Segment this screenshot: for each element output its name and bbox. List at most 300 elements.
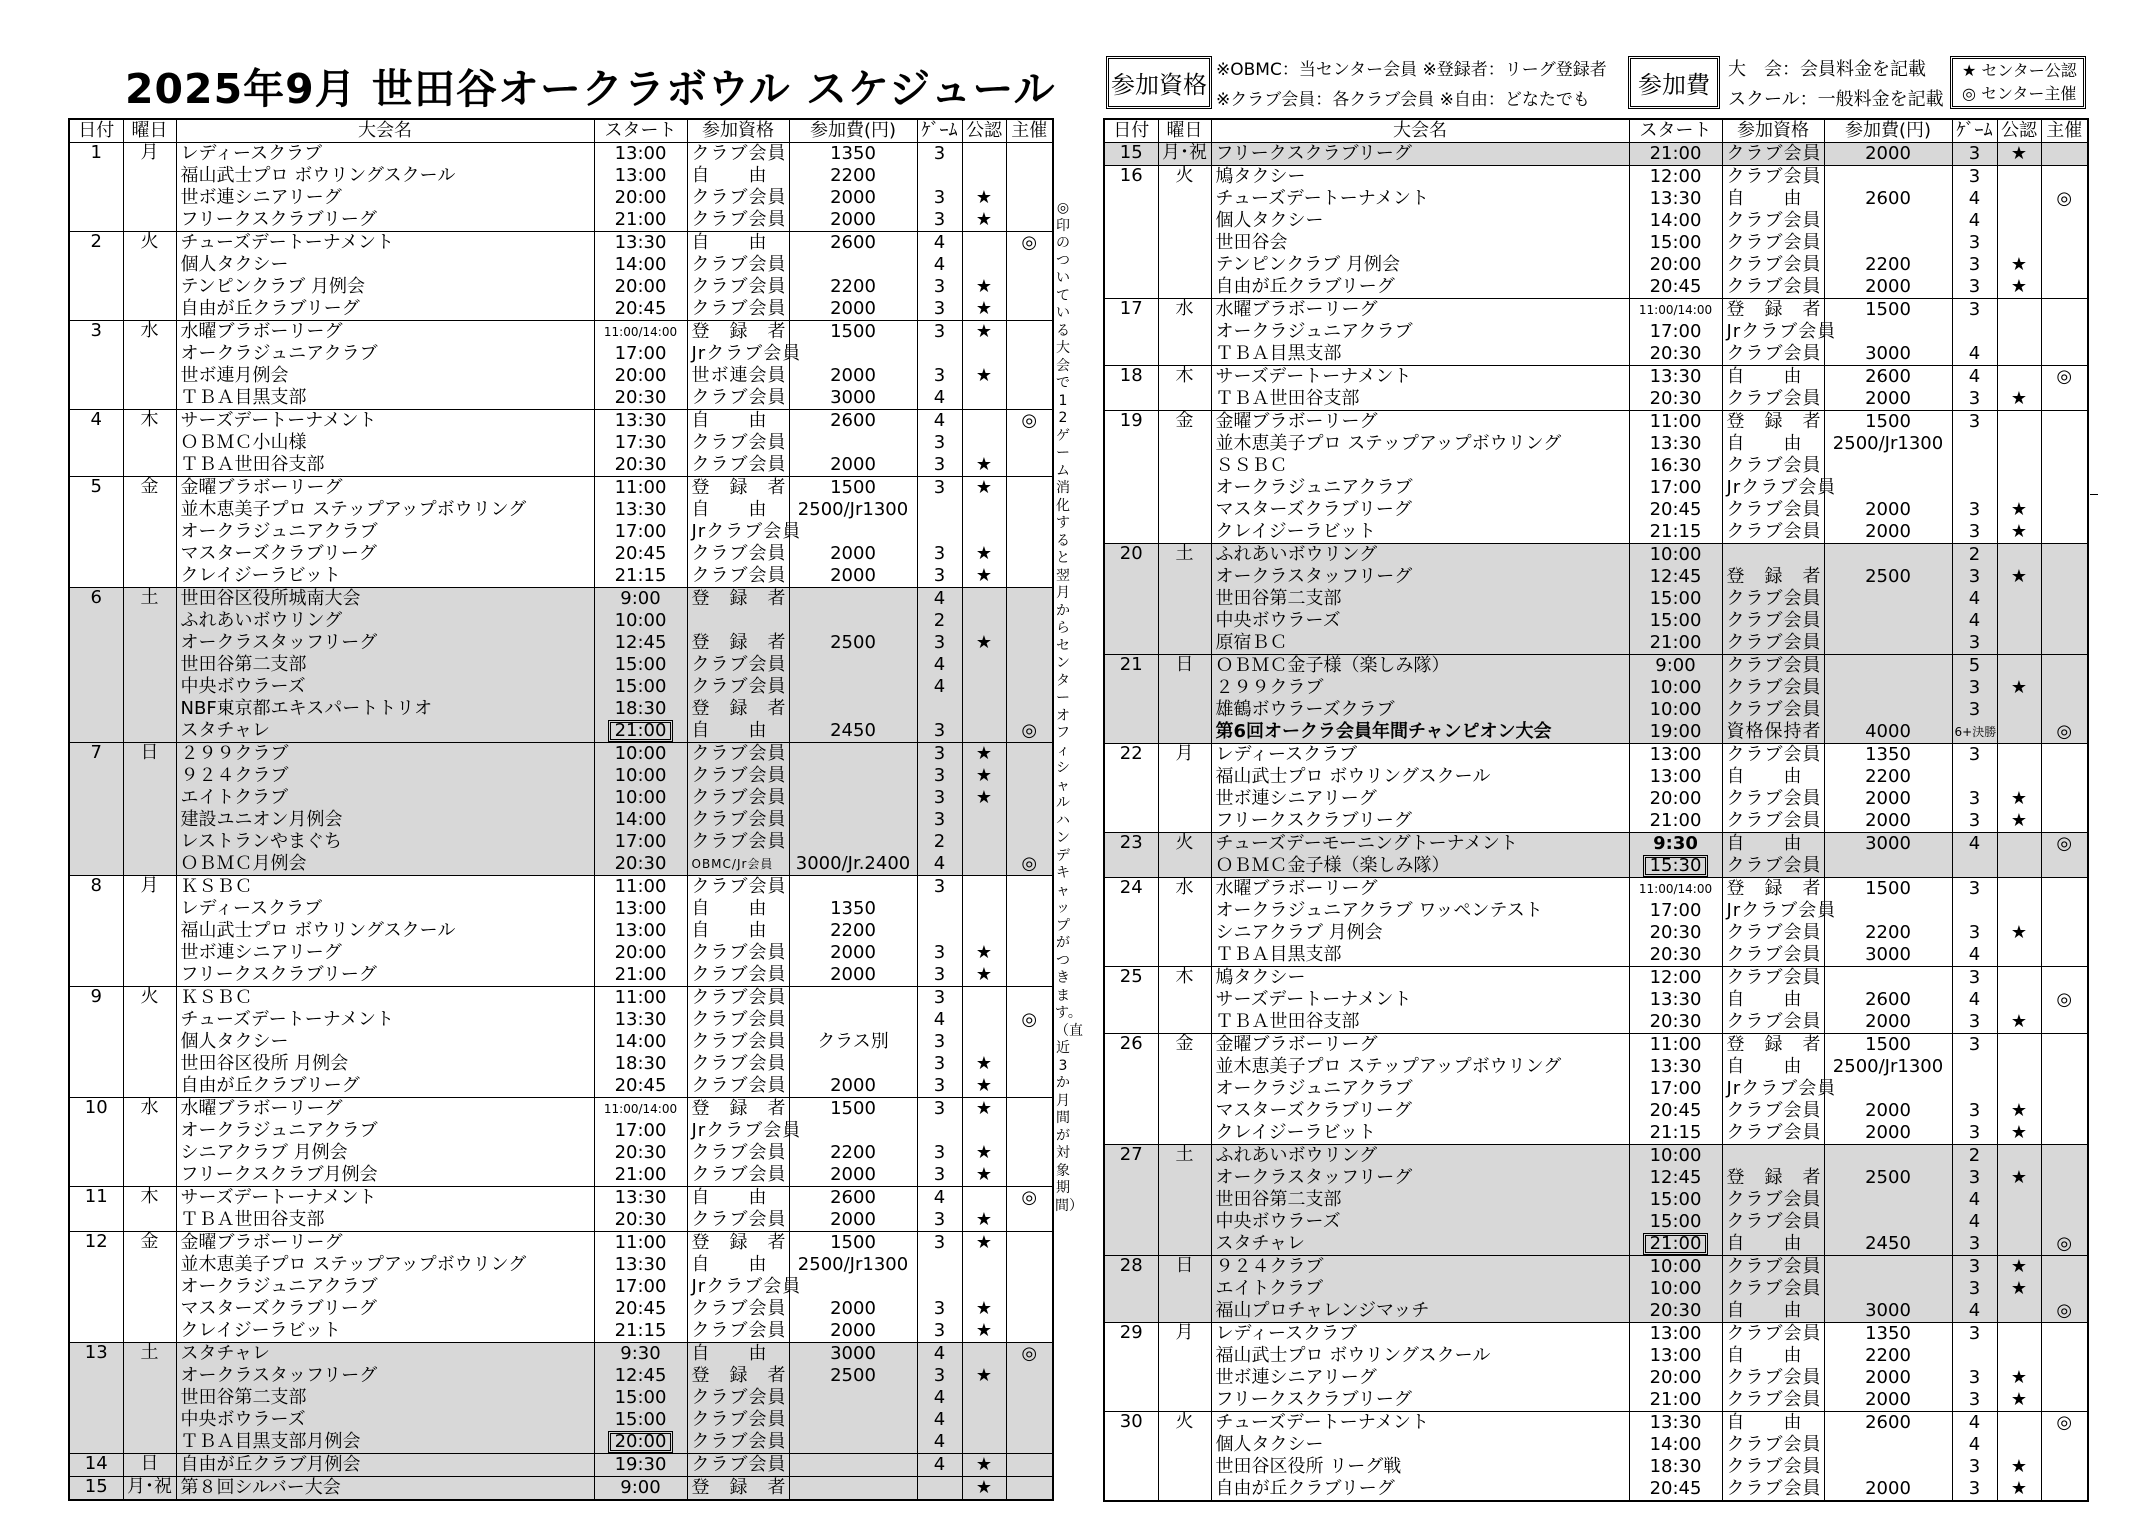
fee-cell: 2500/Jr1300 — [789, 1254, 917, 1276]
approved-cell: ★ — [1997, 1167, 2041, 1189]
host-cell — [1006, 1164, 1053, 1187]
approved-cell — [962, 1009, 1006, 1031]
date-cell — [1104, 1056, 1158, 1078]
approved-cell — [1997, 1189, 2041, 1211]
date-cell: 4 — [69, 410, 123, 433]
fee-cell — [1824, 1456, 1952, 1478]
approved-cell — [962, 654, 1006, 676]
eligibility-cell: クラブ会員 — [1722, 254, 1824, 276]
host-cell — [2041, 1167, 2088, 1189]
weekday-cell — [123, 1075, 176, 1098]
event-name-cell: ＫＳＢＣ — [176, 876, 594, 899]
fee-cell: 2000 — [789, 1298, 917, 1320]
host-cell — [2041, 1389, 2088, 1412]
date-cell: 6 — [69, 588, 123, 611]
weekday-cell — [1158, 1278, 1211, 1300]
table-row — [69, 1053, 1053, 1075]
games-cell — [1952, 433, 1997, 455]
date-cell: 3 — [69, 321, 123, 344]
eligibility-cell: 自 由 — [687, 1343, 789, 1366]
start-time-cell: 21:15 — [1629, 1122, 1722, 1145]
col-name: 大会名 — [1211, 119, 1629, 143]
host-cell: ◎ — [2041, 1300, 2088, 1323]
table-row — [69, 1232, 1053, 1255]
fee-cell: 2600 — [1824, 188, 1952, 210]
start-time-cell: 20:30 — [1629, 1011, 1722, 1034]
eligibility-cell: 登 録 者 — [1722, 1167, 1824, 1189]
eligibility-cell: クラブ会員 — [687, 1009, 789, 1031]
table-row — [69, 298, 1053, 321]
table-row — [1104, 321, 2088, 343]
date-cell — [1104, 343, 1158, 366]
host-cell — [2041, 1100, 2088, 1122]
start-time-cell: 20:45 — [1629, 1100, 1722, 1122]
table-row — [1104, 411, 2088, 434]
fee-cell — [1824, 1145, 1952, 1168]
start-time-cell: 13:30 — [594, 232, 687, 255]
fee-cell — [789, 654, 917, 676]
date-cell — [69, 254, 123, 276]
date-cell — [1104, 699, 1158, 721]
start-time-cell: 13:00 — [1629, 766, 1722, 788]
games-cell: 3 — [917, 765, 962, 787]
table-row — [1104, 967, 2088, 990]
weekday-cell — [1158, 855, 1211, 878]
eligibility-cell: 資格保持者 — [1722, 721, 1824, 744]
host-cell: ◎ — [1006, 1187, 1053, 1210]
event-name-cell: 水曜ブラボーリーグ — [1211, 878, 1629, 901]
start-time-cell: 20:30 — [594, 387, 687, 410]
games-cell: 3 — [1952, 677, 1997, 699]
event-name-cell: 自由が丘クラブリーグ — [1211, 276, 1629, 299]
table-row — [1104, 299, 2088, 322]
table-row — [69, 454, 1053, 477]
games-cell: 2 — [917, 831, 962, 853]
approved-cell — [1997, 610, 2041, 632]
games-cell — [917, 698, 962, 720]
date-cell — [69, 1075, 123, 1098]
fee-cell — [789, 1120, 917, 1142]
eligibility-cell: クラブ会員 — [687, 1454, 789, 1477]
event-name-cell: 個人タクシー — [176, 1031, 594, 1053]
start-time-cell: 11:00/14:00 — [1629, 299, 1722, 322]
fee-cell — [1824, 1256, 1952, 1279]
games-cell: 3 — [1952, 1122, 1997, 1145]
event-name-cell: スタチャレ — [176, 1343, 594, 1366]
table-row — [69, 1009, 1053, 1031]
games-cell: 3 — [1952, 1034, 1997, 1057]
eligibility-cell: 自 由 — [1722, 366, 1824, 389]
table-row — [69, 1209, 1053, 1232]
table-row — [69, 654, 1053, 676]
weekday-cell — [123, 165, 176, 187]
weekday-cell — [1158, 1367, 1211, 1389]
games-cell: 4 — [917, 654, 962, 676]
fee-cell: 2000 — [1824, 143, 1952, 166]
start-time-cell: 15:00 — [1629, 232, 1722, 254]
table-row — [1104, 1189, 2088, 1211]
approved-cell — [962, 876, 1006, 899]
eligibility-cell: Jrクラブ会員 — [1722, 900, 1824, 922]
table-row — [69, 232, 1053, 255]
table-row — [69, 1187, 1053, 1210]
host-cell — [1006, 920, 1053, 942]
approved-cell — [1997, 411, 2041, 434]
approved-cell — [962, 1409, 1006, 1431]
eligibility-cell: クラブ会員 — [1722, 455, 1824, 477]
approved-cell: ★ — [1997, 1011, 2041, 1034]
weekday-cell — [123, 298, 176, 321]
fee-cell — [1824, 1278, 1952, 1300]
games-cell: 3 — [1952, 810, 1997, 833]
games-cell: 4 — [1952, 188, 1997, 210]
approved-cell — [1997, 1233, 2041, 1256]
event-name-cell: クレイジーラビット — [176, 1320, 594, 1343]
weekday-cell — [123, 942, 176, 964]
fee-cell: 2000 — [789, 187, 917, 209]
approved-cell — [1997, 632, 2041, 655]
approved-cell: ★ — [1997, 1100, 2041, 1122]
fee-cell — [789, 765, 917, 787]
approved-cell: ★ — [1997, 521, 2041, 544]
table-row — [69, 987, 1053, 1010]
weekday-cell — [1158, 388, 1211, 411]
table-row — [69, 432, 1053, 454]
weekday-cell — [123, 853, 176, 876]
fee-cell: 2000 — [789, 1075, 917, 1098]
games-cell: 3 — [917, 365, 962, 387]
eligibility-cell: クラブ会員 — [1722, 210, 1824, 232]
start-time-cell: 21:00 — [594, 209, 687, 232]
table-row — [69, 720, 1053, 743]
table-row — [1104, 1456, 2088, 1478]
approved-cell: ★ — [962, 454, 1006, 477]
table-row — [69, 942, 1053, 964]
event-name-cell: ふれあいボウリング — [176, 610, 594, 632]
weekday-cell: 月 — [123, 143, 176, 166]
weekday-cell — [1158, 1100, 1211, 1122]
approved-cell — [962, 720, 1006, 743]
approved-cell — [1997, 455, 2041, 477]
date-cell — [69, 676, 123, 698]
host-cell — [1006, 676, 1053, 698]
schedule-table-right — [1103, 118, 2089, 1502]
event-name-cell: テンピンクラブ 月例会 — [1211, 254, 1629, 276]
host-cell — [1006, 698, 1053, 720]
eligibility-cell: 登 録 者 — [687, 698, 789, 720]
event-name-cell: チューズデートーナメント — [1211, 188, 1629, 210]
weekday-cell: 土 — [123, 588, 176, 611]
fee-cell — [1824, 588, 1952, 610]
host-cell — [2041, 1056, 2088, 1078]
host-cell — [2041, 632, 2088, 655]
event-name-cell: ＯＢＭＣ小山様 — [176, 432, 594, 454]
event-name-cell: 自由が丘クラブリーグ — [176, 298, 594, 321]
start-time-cell: 9:00 — [1629, 655, 1722, 678]
host-cell — [1006, 365, 1053, 387]
table-row — [1104, 188, 2088, 210]
date-cell — [1104, 499, 1158, 521]
start-time-cell: 10:00 — [594, 787, 687, 809]
games-cell: 4 — [917, 1009, 962, 1031]
event-name-cell: 雄鶴ボウラーズクラブ — [1211, 699, 1629, 721]
table-row — [69, 610, 1053, 632]
weekday-cell — [1158, 788, 1211, 810]
table-row — [69, 276, 1053, 298]
approved-cell — [962, 1431, 1006, 1454]
fee-cell: 2200 — [1824, 1345, 1952, 1367]
games-cell: 5 — [1952, 655, 1997, 678]
weekday-cell — [123, 1254, 176, 1276]
event-name-cell: 世ボ連シニアリーグ — [176, 187, 594, 209]
start-time-cell: 20:30 — [594, 1209, 687, 1232]
weekday-cell — [123, 632, 176, 654]
host-cell — [1006, 565, 1053, 588]
approved-cell — [962, 920, 1006, 942]
weekday-cell: 日 — [1158, 655, 1211, 678]
start-time-cell: 15:00 — [1629, 610, 1722, 632]
event-name-cell: ＯＢＭＣ月例会 — [176, 853, 594, 876]
table-row — [1104, 655, 2088, 678]
host-cell — [1006, 165, 1053, 187]
event-name-cell: 世田谷区役所 月例会 — [176, 1053, 594, 1075]
host-cell — [1006, 276, 1053, 298]
eligibility-cell: クラブ会員 — [1722, 1367, 1824, 1389]
start-time-cell: 12:45 — [1629, 566, 1722, 588]
table-row — [1104, 1278, 2088, 1300]
host-cell: ◎ — [2041, 989, 2088, 1011]
date-cell: 14 — [69, 1454, 123, 1477]
eligibility-cell: クラブ会員 — [1722, 1189, 1824, 1211]
games-cell: 3 — [1952, 566, 1997, 588]
eligibility-cell: 登 録 者 — [687, 632, 789, 654]
eligibility-notes — [1216, 55, 1607, 115]
start-time-cell: 20:30 — [1629, 343, 1722, 366]
table-row — [1104, 477, 2088, 499]
event-name-cell: 世ボ連シニアリーグ — [176, 942, 594, 964]
weekday-cell — [1158, 1211, 1211, 1233]
eligibility-cell: 自 由 — [687, 499, 789, 521]
event-name-cell: 中央ボウラーズ — [176, 1409, 594, 1431]
games-cell: 2 — [1952, 544, 1997, 567]
table-row — [69, 743, 1053, 766]
weekday-cell — [123, 1320, 176, 1343]
start-time-cell: 21:00 — [1629, 810, 1722, 833]
host-cell — [1006, 765, 1053, 787]
date-cell — [69, 187, 123, 209]
games-cell: 4 — [917, 387, 962, 410]
approved-cell: ★ — [962, 477, 1006, 500]
weekday-cell — [1158, 254, 1211, 276]
date-cell — [69, 1254, 123, 1276]
host-cell — [2041, 276, 2088, 299]
games-cell — [1952, 766, 1997, 788]
weekday-cell: 水 — [123, 321, 176, 344]
eligibility-cell: クラブ会員 — [687, 942, 789, 964]
fee-cell — [789, 1431, 917, 1454]
eligibility-cell: クラブ会員 — [687, 765, 789, 787]
weekday-cell: 火 — [1158, 166, 1211, 189]
eligibility-cell: クラブ会員 — [1722, 499, 1824, 521]
eligibility-cell: クラブ会員 — [1722, 521, 1824, 544]
host-cell — [2041, 900, 2088, 922]
weekday-cell — [1158, 922, 1211, 944]
games-cell: 4 — [917, 254, 962, 276]
fee-cell: 2000 — [1824, 1122, 1952, 1145]
weekday-cell: 月 — [1158, 1323, 1211, 1346]
approved-cell: ★ — [1997, 276, 2041, 299]
side-note: ◎印のついている大会で12ゲーム消化すると翌月からセンターオフィシャルハンデキャップがつきます。（直近3か月間が対象期間） — [1055, 200, 1083, 1214]
fee-cell: 2000 — [1824, 521, 1952, 544]
approved-cell: ★ — [1997, 1456, 2041, 1478]
approved-cell: ★ — [962, 565, 1006, 588]
date-cell — [69, 1164, 123, 1187]
event-name-cell: ＴＢＡ目黒支部月例会 — [176, 1431, 594, 1454]
start-time-cell: 20:45 — [594, 1298, 687, 1320]
event-name-cell: 建設ユニオン月例会 — [176, 809, 594, 831]
fee-cell: クラス別 — [789, 1031, 917, 1053]
games-cell — [917, 920, 962, 942]
host-cell — [1006, 432, 1053, 454]
eligibility-cell: クラブ会員 — [1722, 677, 1824, 699]
event-name-cell: 世田谷第二支部 — [1211, 588, 1629, 610]
table-row — [69, 1454, 1053, 1477]
start-time-cell: 20:30 — [1629, 1300, 1722, 1323]
games-cell: 3 — [917, 477, 962, 500]
start-time-cell: 12:45 — [594, 1365, 687, 1387]
weekday-cell — [1158, 766, 1211, 788]
host-cell — [2041, 1256, 2088, 1279]
fee-cell: 2450 — [789, 720, 917, 743]
games-cell: 3 — [917, 1098, 962, 1121]
date-cell — [69, 1031, 123, 1053]
games-cell: 4 — [917, 853, 962, 876]
weekday-cell: 火 — [1158, 1412, 1211, 1435]
date-cell: 29 — [1104, 1323, 1158, 1346]
start-time-cell: 21:00 — [1629, 143, 1722, 166]
eligibility-cell: クラブ会員 — [687, 654, 789, 676]
fee-cell — [789, 1477, 917, 1501]
host-cell — [2041, 944, 2088, 967]
approved-cell — [962, 499, 1006, 521]
table-row — [69, 1387, 1053, 1409]
approved-cell — [962, 432, 1006, 454]
fee-cell — [789, 610, 917, 632]
eligibility-cell: 自 由 — [687, 232, 789, 255]
fee-cell — [1824, 632, 1952, 655]
weekday-cell — [1158, 1345, 1211, 1367]
date-cell — [69, 853, 123, 876]
start-time-cell: 10:00 — [1629, 699, 1722, 721]
event-name-cell: 並木恵美子プロ ステップアップボウリング — [1211, 1056, 1629, 1078]
eligibility-cell: 自 由 — [1722, 766, 1824, 788]
eligibility-cell: Jrクラブ会員 — [687, 1276, 789, 1298]
games-cell: 3 — [1952, 1233, 1997, 1256]
table-row — [69, 920, 1053, 942]
games-cell: 3 — [917, 1075, 962, 1098]
date-cell — [69, 654, 123, 676]
games-cell: 4 — [917, 1187, 962, 1210]
start-time-cell: 11:00/14:00 — [1629, 878, 1722, 901]
approved-cell — [962, 610, 1006, 632]
start-time-cell: 20:45 — [594, 543, 687, 565]
table-row — [1104, 143, 2088, 166]
eligibility-cell: クラブ会員 — [1722, 610, 1824, 632]
host-cell — [2041, 677, 2088, 699]
date-cell: 23 — [1104, 833, 1158, 856]
approved-cell — [962, 165, 1006, 187]
games-cell: 4 — [1952, 1189, 1997, 1211]
event-name-cell: 福山武士プロ ボウリングスクール — [1211, 1345, 1629, 1367]
host-cell — [2041, 766, 2088, 788]
fee-cell: 2000 — [1824, 1100, 1952, 1122]
weekday-cell — [123, 765, 176, 787]
weekday-cell — [1158, 588, 1211, 610]
host-cell — [2041, 499, 2088, 521]
eligibility-cell: クラブ会員 — [1722, 632, 1824, 655]
start-time-cell: 19:00 — [1629, 721, 1722, 744]
fee-cell: 2000 — [789, 964, 917, 987]
games-cell: 4 — [1952, 833, 1997, 856]
games-cell: 4 — [1952, 1412, 1997, 1435]
table-row — [69, 1409, 1053, 1431]
host-cell — [1006, 898, 1053, 920]
event-name-cell: エイトクラブ — [1211, 1278, 1629, 1300]
fee-cell — [1824, 967, 1952, 990]
weekday-cell — [123, 898, 176, 920]
event-name-cell: ＳＳＢＣ — [1211, 455, 1629, 477]
eligibility-cell: クラブ会員 — [1722, 1211, 1824, 1233]
approved-cell — [1997, 210, 2041, 232]
start-time-cell: 11:00/14:00 — [594, 1098, 687, 1121]
table-row — [69, 410, 1053, 433]
approved-cell — [962, 254, 1006, 276]
host-cell — [2041, 1345, 2088, 1367]
weekday-cell — [123, 521, 176, 543]
start-time-cell: 15:00 — [594, 1387, 687, 1409]
start-time-cell: 13:30 — [1629, 1056, 1722, 1078]
weekday-cell — [1158, 1167, 1211, 1189]
games-cell: 3 — [917, 1365, 962, 1387]
fee-cell: 2000 — [789, 365, 917, 387]
host-cell — [2041, 411, 2088, 434]
weekday-cell — [123, 387, 176, 410]
weekday-cell: 水 — [1158, 299, 1211, 322]
approved-cell — [962, 1276, 1006, 1298]
games-cell: 4 — [917, 676, 962, 698]
approved-cell: ★ — [962, 1164, 1006, 1187]
approved-cell: ★ — [962, 632, 1006, 654]
approved-cell — [962, 987, 1006, 1010]
eligibility-cell: クラブ会員 — [687, 276, 789, 298]
eligibility-cell: クラブ会員 — [1722, 388, 1824, 411]
approved-cell: ★ — [1997, 1389, 2041, 1412]
approved-cell — [962, 1120, 1006, 1142]
start-time-cell: 21:15 — [594, 1320, 687, 1343]
approved-cell — [1997, 299, 2041, 322]
eligibility-cell: クラブ会員 — [687, 387, 789, 410]
event-name-cell: 自由が丘クラブリーグ — [1211, 1478, 1629, 1501]
host-cell: ◎ — [1006, 410, 1053, 433]
games-cell: 3 — [917, 209, 962, 232]
date-cell — [69, 809, 123, 831]
fee-cell: 2500/Jr1300 — [1824, 1056, 1952, 1078]
table-row — [1104, 1323, 2088, 1346]
host-cell — [1006, 610, 1053, 632]
date-cell — [1104, 1300, 1158, 1323]
host-cell: ◎ — [2041, 188, 2088, 210]
start-time-cell: 11:00 — [1629, 1034, 1722, 1057]
